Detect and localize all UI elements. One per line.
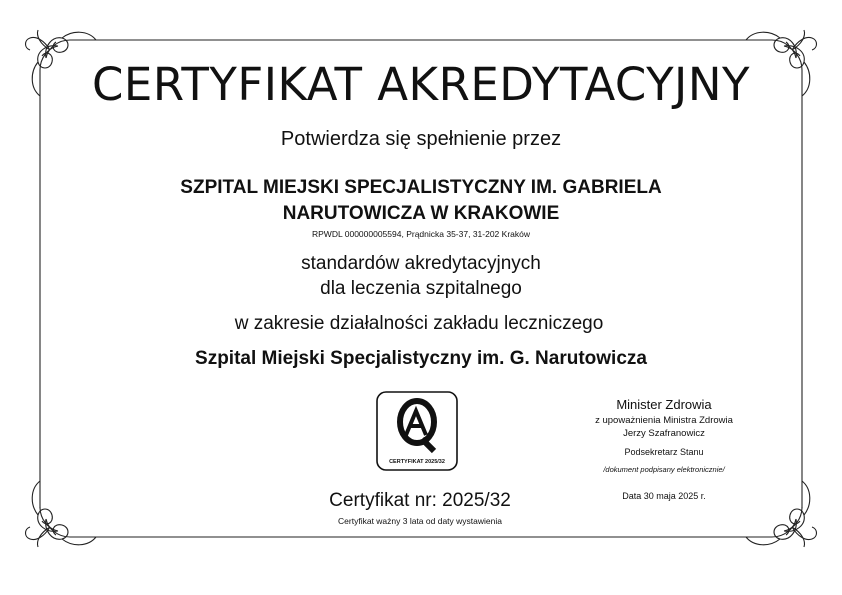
institution-name-line2: NARUTOWICZA W KRAKOWIE [282, 203, 560, 224]
standards-line1: standardów akredytacyjnych [301, 253, 541, 274]
institution-registry: RPWDL 000000005594, Prądnicka 35-37, 31-202 Kraków [312, 229, 530, 239]
certificate-title: CERTYFIKAT AKREDYTACYJNY [92, 58, 750, 111]
logo-caption: CERTYFIKAT 2025/32 [389, 459, 445, 465]
certificate-number: Certyfikat nr: 2025/32 [329, 490, 511, 511]
signatory-name: Jerzy Szafranowicz [623, 428, 705, 439]
signatory-authorization: z upoważnienia Ministra Zdrowia [595, 415, 733, 426]
scope-text: w zakresie działalności zakładu leczniczego [234, 313, 604, 334]
intro-text: Potwierdza się spełnienie przez [280, 128, 562, 150]
issue-date: Data 30 maja 2025 r. [622, 491, 706, 501]
signatory-title: Minister Zdrowia [616, 397, 712, 412]
institution-name-line1: SZPITAL MIEJSKI SPECJALISTYCZNY IM. GABRIELA [180, 177, 662, 198]
unit-name: Szpital Miejski Specjalistyczny im. G. Narutowicza [195, 348, 647, 369]
standards-line2: dla leczenia szpitalnego [320, 278, 522, 299]
signatory-position: Podsekretarz Stanu [624, 447, 704, 457]
signature-note: /dokument podpisany elektronicznie/ [603, 465, 725, 474]
certificate-validity: Certyfikat ważny 3 lata od daty wystawienia [338, 516, 502, 526]
